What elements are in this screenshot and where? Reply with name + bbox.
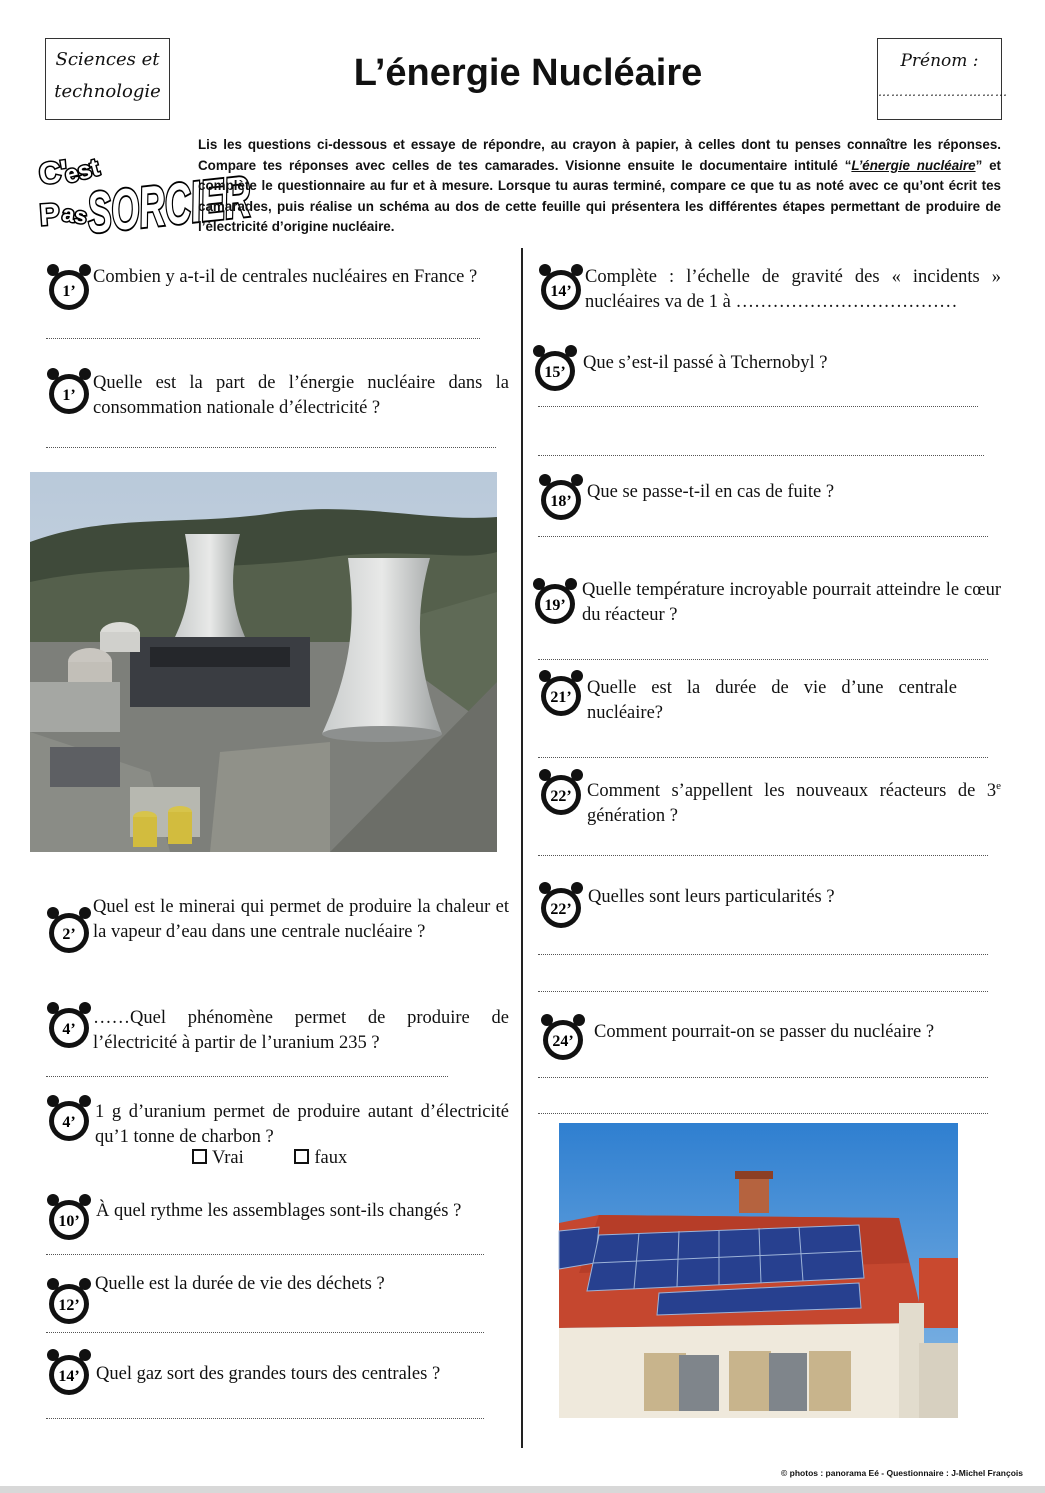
subject-line-1: Sciences et	[55, 49, 160, 70]
question-left-6	[44, 1192, 94, 1247]
answer-line[interactable]	[538, 757, 988, 758]
question-text: Quel gaz sort des grandes tours des centrales ?	[96, 1364, 441, 1384]
question-text: Comment s’appellent les nouveaux réacteurs de 3e génération ?	[587, 780, 1001, 826]
question-text: Quelle est la part de l’énergie nucléaire dans la consommation nationale d’électricité ?	[93, 373, 509, 418]
alarm-clock-icon	[536, 880, 586, 930]
svg-text:C': C'	[36, 154, 70, 192]
question-left-4	[44, 1000, 94, 1055]
name-field[interactable]: …………………………	[878, 85, 1008, 99]
alarm-clock-icon	[538, 1012, 588, 1062]
question-text: Combien y a-t-il de centrales nucléaires en France ?	[93, 267, 478, 287]
question-text: Quel est le minerai qui permet de produire la chaleur et la vapeur d’eau dans une centrale nucléaire ?	[93, 897, 509, 942]
answer-line[interactable]	[538, 455, 984, 456]
cest-pas-sorcier-logo	[36, 140, 254, 246]
credits-footer: © photos : panorama Eé - Questionnaire : J-Michel François	[781, 1468, 1023, 1478]
alarm-clock-icon	[536, 668, 586, 718]
faux-checkbox[interactable]: faux	[294, 1148, 347, 1168]
true-false-choice	[192, 1148, 347, 1169]
svg-text:14’: 14’	[550, 283, 572, 300]
question-left-8	[44, 1347, 94, 1402]
svg-text:as: as	[60, 200, 89, 229]
alarm-clock-icon	[44, 1093, 94, 1143]
name-box[interactable]	[877, 38, 1008, 120]
vrai-checkbox[interactable]: Vrai	[192, 1148, 244, 1168]
question-right-3	[536, 472, 586, 527]
question-text: Quelles sont leurs particularités ?	[588, 887, 835, 907]
question-right-4	[530, 576, 580, 631]
question-right-7	[536, 880, 586, 935]
svg-text:24’: 24’	[552, 1033, 574, 1050]
question-right-1	[536, 262, 586, 317]
answer-line[interactable]	[46, 1076, 448, 1077]
question-left-5	[44, 1093, 94, 1148]
column-divider	[521, 248, 523, 1448]
question-text: 1 g d’uranium permet de produire autant d’électricité qu’1 tonne de charbon ?	[95, 1102, 509, 1147]
svg-text:22’: 22’	[550, 901, 572, 918]
answer-line[interactable]	[538, 536, 988, 537]
intro-text-2: ” et complète le questionnaire au fur et à mesure. Lorsque tu auras terminé, compare ce que tu as noté avec ce qu’ont écrit tes camarades, puis réalise un schéma au dos de cette feuille qui présentera les différentes étapes permettant de produire de l’électricité d’origine nucléaire.	[198, 157, 1001, 234]
question-text: À quel rythme les assemblages sont-ils changés ?	[96, 1201, 462, 1221]
bottom-bar	[0, 1486, 1045, 1493]
alarm-clock-icon	[44, 262, 94, 312]
question-left-1	[44, 262, 94, 317]
answer-line[interactable]	[538, 1113, 988, 1114]
alarm-clock-icon	[44, 1192, 94, 1242]
subject-line-2: technologie	[54, 81, 161, 102]
svg-text:P: P	[38, 197, 61, 233]
svg-text:1’: 1’	[62, 387, 76, 404]
alarm-clock-icon	[44, 1347, 94, 1397]
alarm-clock-icon	[536, 472, 586, 522]
svg-text:est: est	[61, 154, 103, 190]
solar-roof-photo	[559, 1123, 958, 1418]
question-left-3	[44, 905, 94, 960]
question-text: Que s’est-il passé à Tchernobyl ?	[583, 353, 828, 373]
alarm-clock-icon	[530, 576, 580, 626]
answer-line[interactable]	[538, 1077, 988, 1078]
checkbox-icon	[294, 1149, 309, 1164]
svg-text:15’: 15’	[544, 364, 566, 381]
answer-line[interactable]	[538, 991, 988, 992]
page-title: L’énergie Nucléaire	[353, 52, 703, 94]
question-text: Complète : l’échelle de gravité des « incidents » nucléaires va de 1 à ………………………………	[585, 267, 1001, 312]
documentary-title: L’énergie nucléaire	[851, 157, 976, 173]
answer-line[interactable]	[538, 406, 978, 407]
question-left-7	[44, 1276, 94, 1331]
answer-line[interactable]	[538, 954, 988, 955]
svg-text:2’: 2’	[62, 926, 76, 943]
svg-text:22’: 22’	[550, 788, 572, 805]
svg-text:4’: 4’	[62, 1021, 76, 1038]
alarm-clock-icon	[536, 767, 586, 817]
question-left-2	[44, 366, 94, 421]
svg-text:10’: 10’	[58, 1213, 80, 1230]
svg-text:18’: 18’	[550, 493, 572, 510]
svg-text:21’: 21’	[550, 689, 572, 706]
svg-text:1’: 1’	[62, 283, 76, 300]
answer-line[interactable]	[46, 447, 496, 448]
alarm-clock-icon	[44, 366, 94, 416]
intro-paragraph	[198, 135, 1001, 238]
name-label: Prénom :	[900, 51, 979, 71]
answer-line[interactable]	[46, 1254, 484, 1255]
intro-text-1: Lis les questions ci-dessous et essaye de répondre, au crayon à papier, à celles dont tu penses connaître les réponses. Compare tes réponses avec celles de tes camarades. Visionne ensuite le documentaire intitulé “	[198, 137, 1001, 173]
nuclear-plant-photo	[30, 472, 497, 852]
answer-line[interactable]	[46, 338, 480, 339]
svg-text:SORCIER: SORCIER	[84, 165, 254, 246]
question-text: Quelle température incroyable pourrait atteindre le cœur du réacteur ?	[582, 580, 1001, 625]
question-text: Quelle est la durée de vie des déchets ?	[95, 1274, 385, 1294]
answer-line[interactable]	[538, 659, 988, 660]
checkbox-icon	[192, 1149, 207, 1164]
question-right-5	[536, 668, 586, 723]
question-right-8	[538, 1012, 588, 1067]
svg-text:14’: 14’	[58, 1368, 80, 1385]
question-right-6	[536, 767, 586, 822]
answer-line[interactable]	[46, 1332, 484, 1333]
alarm-clock-icon	[44, 1000, 94, 1050]
alarm-clock-icon	[536, 262, 586, 312]
question-text: Quelle est la durée de vie d’une centrale nucléaire?	[587, 678, 957, 723]
svg-text:4’: 4’	[62, 1114, 76, 1131]
question-text: Comment pourrait-on se passer du nucléaire ?	[594, 1022, 935, 1042]
answer-line[interactable]	[46, 1418, 484, 1419]
question-right-2	[530, 343, 580, 398]
answer-line[interactable]	[538, 855, 988, 856]
svg-text:19’: 19’	[544, 597, 566, 614]
alarm-clock-icon	[44, 1276, 94, 1326]
alarm-clock-icon	[44, 905, 94, 955]
subject-box	[45, 38, 170, 120]
alarm-clock-icon	[530, 343, 580, 393]
question-text: ……Quel phénomène permet de produire de l’électricité à partir de l’uranium 235 ?	[93, 1008, 509, 1053]
question-text: Que se passe-t-il en cas de fuite ?	[587, 482, 835, 502]
svg-text:12’: 12’	[58, 1297, 80, 1314]
